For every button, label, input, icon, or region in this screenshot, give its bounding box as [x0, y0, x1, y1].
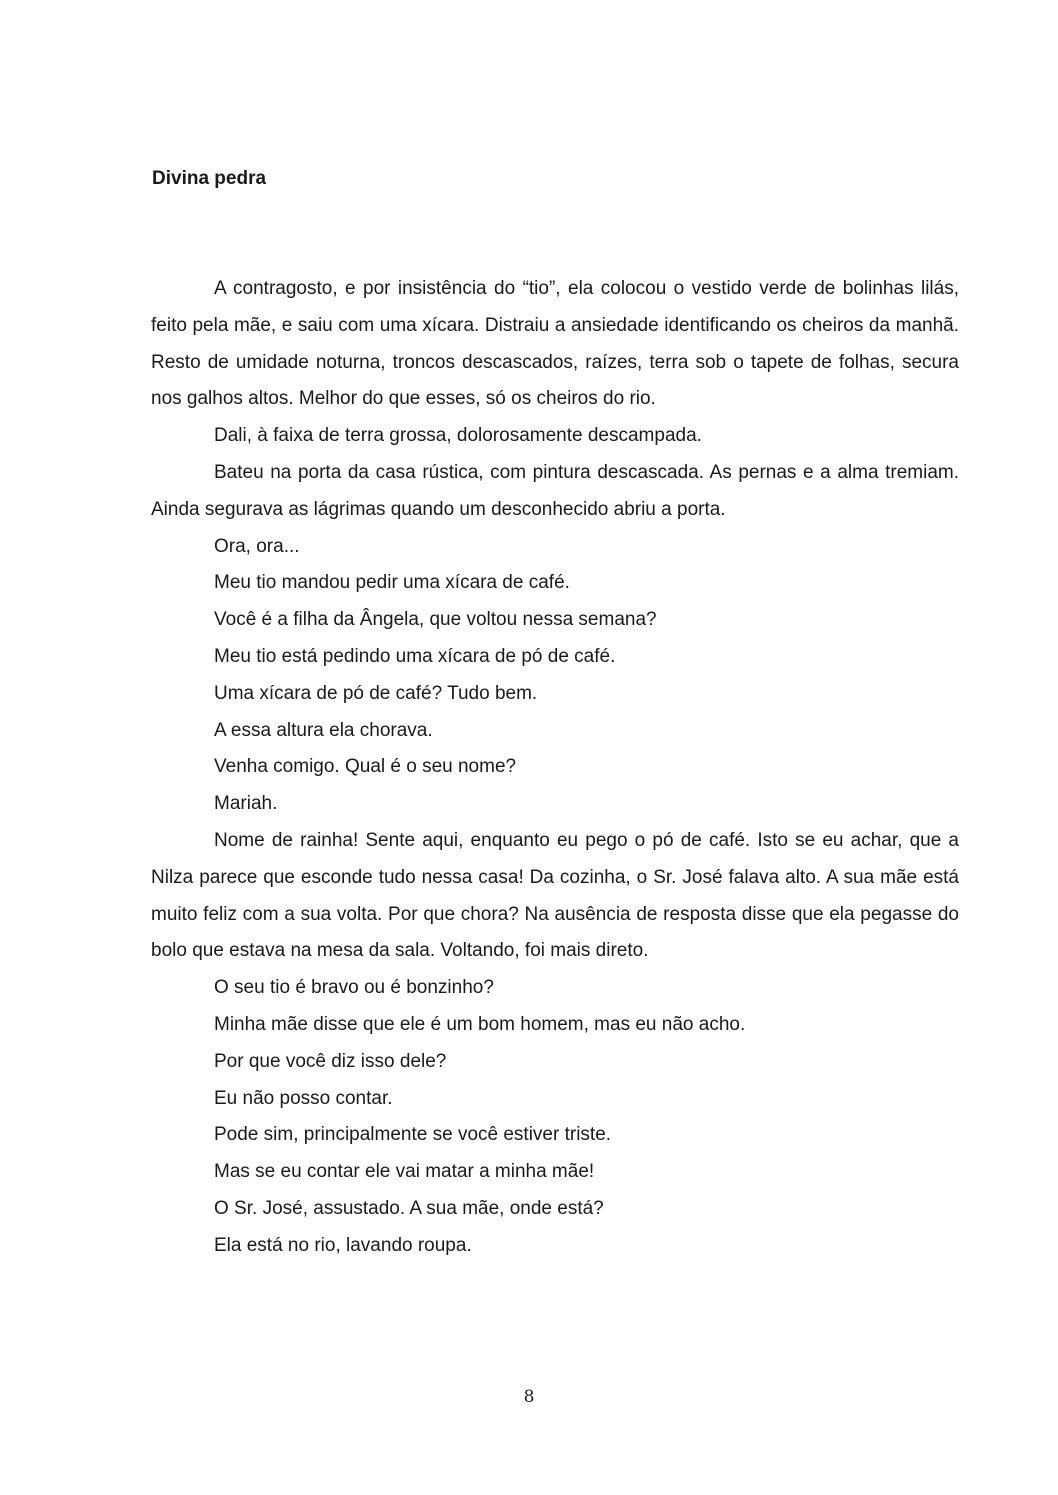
- paragraph: A contragosto, e por insistência do “tio”, ela colocou o vestido verde de bolinhas lilás, feito pela mãe, e saiu com uma xícara. Distraiu a ansiedade identificando os cheiros da manhã. Resto de umidade noturna, troncos descascados, raízes, terra sob o tapete de folhas, secura nos galhos altos. Melhor do que esses, só os cheiros do rio.: [151, 278, 959, 410]
- paragraph: Nome de rainha! Sente aqui, enquanto eu pego o pó de café. Isto se eu achar, que a Nilza parece que esconde tudo nessa casa! Da cozinha, o Sr. José falava alto. A sua mãe está muito feliz com a sua volta. Por que chora? Na ausência de resposta disse que ela pegasse do bolo que estava na mesa da sala. Voltando, foi mais direto.: [151, 829, 959, 962]
- paragraph: Minha mãe disse que ele é um bom homem, mas eu não acho.: [214, 1013, 746, 1035]
- paragraph: Ela está no rio, lavando roupa.: [214, 1234, 472, 1256]
- paragraph: Dali, à faixa de terra grossa, dolorosamente descampada.: [214, 425, 702, 447]
- paragraph: Eu não posso contar.: [214, 1087, 393, 1109]
- paragraph: Meu tio mandou pedir uma xícara de café.: [214, 572, 570, 594]
- paragraph: O Sr. José, assustado. A sua mãe, onde está?: [214, 1197, 604, 1219]
- paragraph: Venha comigo. Qual é o seu nome?: [214, 756, 517, 778]
- paragraph: Meu tio está pedindo uma xícara de pó de café.: [214, 645, 616, 667]
- document-body: [151, 271, 959, 1265]
- paragraph: Ora, ora...: [214, 535, 300, 557]
- paragraph: Pode sim, principalmente se você estiver triste.: [214, 1124, 612, 1146]
- paragraph: A essa altura ela chorava.: [214, 719, 433, 741]
- paragraph: Uma xícara de pó de café? Tudo bem.: [214, 682, 538, 704]
- paragraph: Por que você diz isso dele?: [214, 1050, 447, 1072]
- paragraph: Bateu na porta da casa rústica, com pintura descascada. As pernas e a alma tremiam. Ainda segurava as lágrimas quando um desconhecido abriu a porta.: [151, 461, 959, 520]
- paragraph: O seu tio é bravo ou é bonzinho?: [214, 977, 494, 999]
- document-title: Divina pedra: [152, 168, 267, 189]
- paragraph: Mariah.: [214, 793, 278, 815]
- paragraph: Você é a filha da Ângela, que voltou nessa semana?: [214, 609, 657, 631]
- page-number: 8: [523, 1387, 535, 1407]
- paragraph: Mas se eu contar ele vai matar a minha mãe!: [214, 1161, 595, 1183]
